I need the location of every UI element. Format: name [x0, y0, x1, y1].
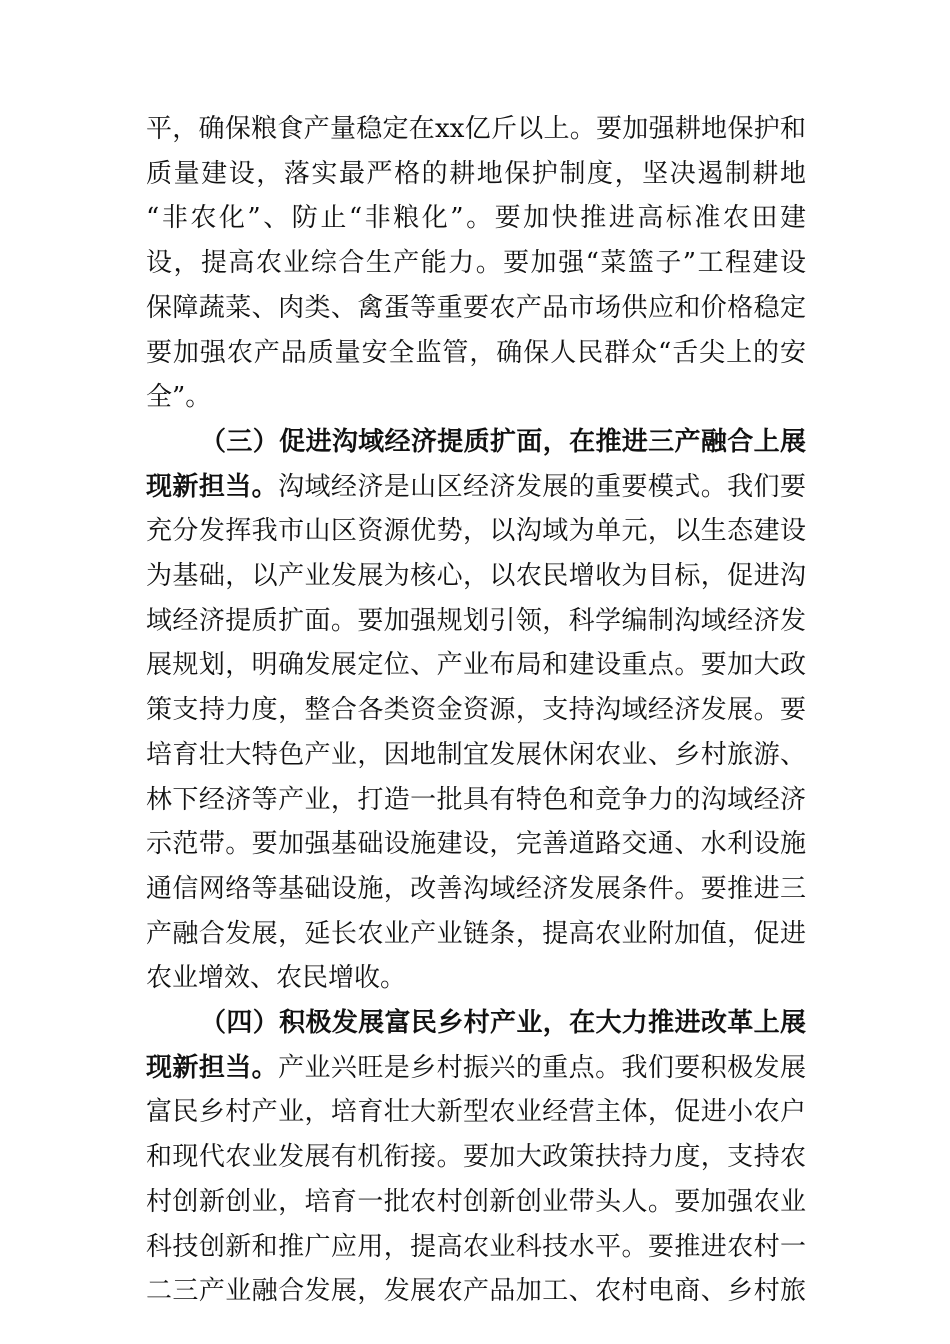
section-4-heading: （四）积极发展富民乡村产业，在大力推进改革上展: [200, 1008, 806, 1039]
text-line: 通信网络等基础设施，改善沟域经济发展条件。要推进三: [146, 873, 806, 904]
text-line: 充分发挥我市山区资源优势，以沟域为单元，以生态建设: [146, 516, 806, 547]
section-3-heading-continued: [146, 465, 806, 510]
section-3-heading-tail: 现新担当。: [146, 471, 279, 502]
text-line: 产融合发展，延长农业产业链条，提高农业附加值，促进: [146, 918, 806, 949]
text-line: 为基础，以产业发展为核心，以农民增收为目标，促进沟: [146, 561, 806, 592]
text-line: 保障蔬菜、肉类、禽蛋等重要农产品市场供应和价格稳定: [146, 292, 806, 323]
text-line: 平，确保粮食产量稳定在xx亿斤以上。要加强耕地保护和: [146, 114, 806, 144]
text-line: 全”。: [146, 382, 212, 413]
text-line: 村创新创业，培育一批农村创新创业带头人。要加强农业: [146, 1186, 806, 1217]
text-line: 培育壮大特色产业，因地制宜发展休闲农业、乡村旅游、: [146, 739, 806, 770]
text-line: 科技创新和推广应用，提高农业科技水平。要推进农村一: [146, 1231, 806, 1262]
text-line: 示范带。要加强基础设施建设，完善道路交通、水利设施: [146, 829, 806, 860]
text-line: 农业增效、农民增收。: [146, 963, 407, 994]
section-4-heading-continued: [146, 1046, 806, 1091]
section-3-text: 沟域经济是山区经济发展的重要模式。我们要: [278, 471, 806, 502]
text-line: 富民乡村产业，培育壮大新型农业经营主体，促进小农户: [146, 1097, 806, 1128]
section-3-heading: （三）促进沟域经济提质扩面，在推进三产融合上展: [200, 426, 806, 457]
text-line: 质量建设，落实最严格的耕地保护制度，坚决遏制耕地: [146, 158, 806, 189]
section-4-heading-tail: 现新担当。: [146, 1052, 279, 1083]
text-line: “非农化”、防止“非粮化”。要加快推进高标准农田建: [146, 203, 806, 234]
text-line: 域经济提质扩面。要加强规划引领，科学编制沟域经济发: [146, 605, 806, 636]
text-line: 展规划，明确发展定位、产业布局和建设重点。要加大政: [146, 650, 806, 681]
text-line: 林下经济等产业，打造一批具有特色和竞争力的沟域经济: [146, 784, 806, 815]
text-line: 要加强农产品质量安全监管，确保人民群众“舌尖上的安: [146, 337, 806, 368]
text-line: 二三产业融合发展，发展农产品加工、农村电商、乡村旅: [146, 1276, 806, 1307]
text-line: 设，提高农业综合生产能力。要加强“菜篮子”工程建设: [146, 248, 806, 279]
text-line: 策支持力度，整合各类资金资源，支持沟域经济发展。要: [146, 695, 806, 726]
text-line: 和现代农业发展有机衔接。要加大政策扶持力度，支持农: [146, 1142, 806, 1173]
section-4-text: 产业兴旺是乡村振兴的重点。我们要积极发展: [278, 1052, 806, 1083]
